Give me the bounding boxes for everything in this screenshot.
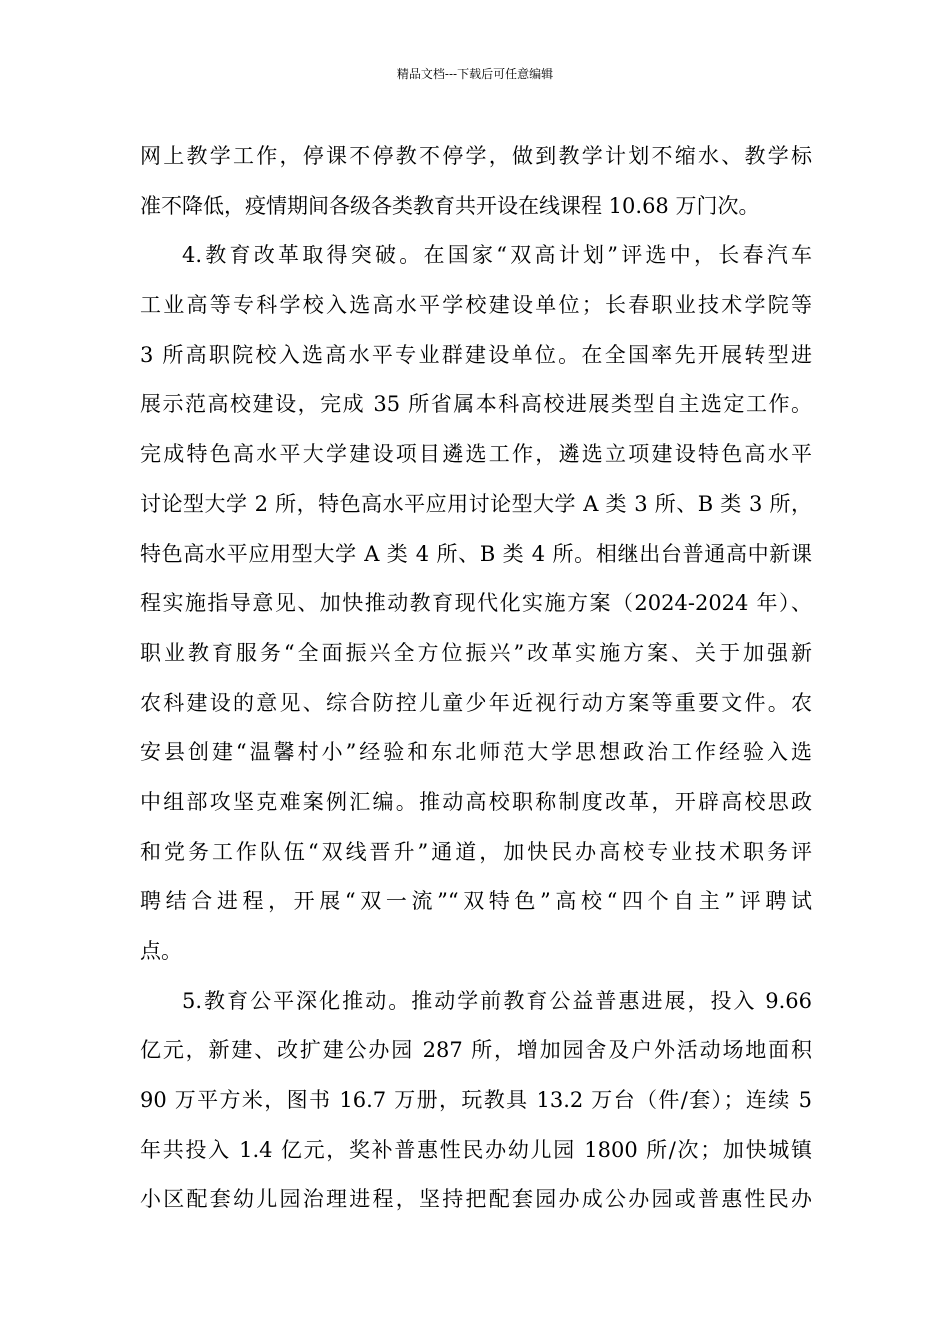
text-line: 讨论型大学 2 所，特色高水平应用讨论型大学 A 类 3 所、B 类 3 所， bbox=[140, 491, 812, 516]
text-line: 程实施指导意见、加快推动教育现代化实施方案（2024-2024 年）、 bbox=[140, 591, 812, 616]
text-line: 点。 bbox=[140, 939, 182, 963]
text-line: 网上教学工作，停课不停教不停学，做到教学计划不缩水、教学标 bbox=[140, 144, 812, 168]
text-line: 聘结合进程，开展“双一流”“双特色”高校“四个自主”评聘试 bbox=[140, 889, 812, 914]
page-header: 精品文档---下载后可任意编辑 bbox=[396, 67, 554, 81]
text-line: 职业教育服务“全面振兴全方位振兴”改革实施方案、关于加强新 bbox=[140, 640, 812, 665]
paragraph-heading-line: 4.教育改革取得突破。在国家“双高计划”评选中，长春汽车 bbox=[182, 243, 812, 268]
text-line: 3 所高职院校入选高水平专业群建设单位。在全国率先开展转型进 bbox=[140, 342, 812, 367]
text-line: 展示范高校建设，完成 35 所省属本科高校进展类型自主选定工作。 bbox=[140, 392, 812, 417]
text-line: 工业高等专科学校入选高水平学校建设单位；长春职业技术学院等 bbox=[140, 293, 812, 318]
text-line: 小区配套幼儿园治理进程，坚持把配套园办成公办园或普惠性民办 bbox=[140, 1187, 812, 1212]
text-line: 和党务工作队伍“双线晋升”通道，加快民办高校专业技术职务评 bbox=[140, 839, 812, 864]
paragraph-heading-line: 5.教育公平深化推动。推动学前教育公益普惠进展，投入 9.66 bbox=[182, 988, 812, 1013]
text-line: 农科建设的意见、综合防控儿童少年近视行动方案等重要文件。农 bbox=[140, 690, 812, 715]
text-line: 准不降低，疫情期间各级各类教育共开设在线课程 10.68 万门次。 bbox=[140, 193, 760, 218]
text-line: 特色高水平应用型大学 A 类 4 所、B 类 4 所。相继出台普通高中新课 bbox=[140, 541, 812, 566]
text-line: 安县创建“温馨村小”经验和东北师范大学思想政治工作经验入选 bbox=[140, 740, 812, 765]
text-line: 完成特色高水平大学建设项目遴选工作，遴选立项建设特色高水平 bbox=[140, 442, 812, 467]
text-line: 中组部攻坚克难案例汇编。推动高校职称制度改革，开辟高校思政 bbox=[140, 789, 812, 814]
text-line: 亿元，新建、改扩建公办园 287 所，增加园舍及户外活动场地面积 bbox=[140, 1038, 812, 1063]
text-line: 90 万平方米，图书 16.7 万册，玩教具 13.2 万台（件/套）；连续 5 bbox=[140, 1088, 812, 1113]
text-line: 年共投入 1.4 亿元，奖补普惠性民办幼儿园 1800 所/次；加快城镇 bbox=[140, 1137, 812, 1162]
document-body bbox=[140, 132, 812, 1225]
